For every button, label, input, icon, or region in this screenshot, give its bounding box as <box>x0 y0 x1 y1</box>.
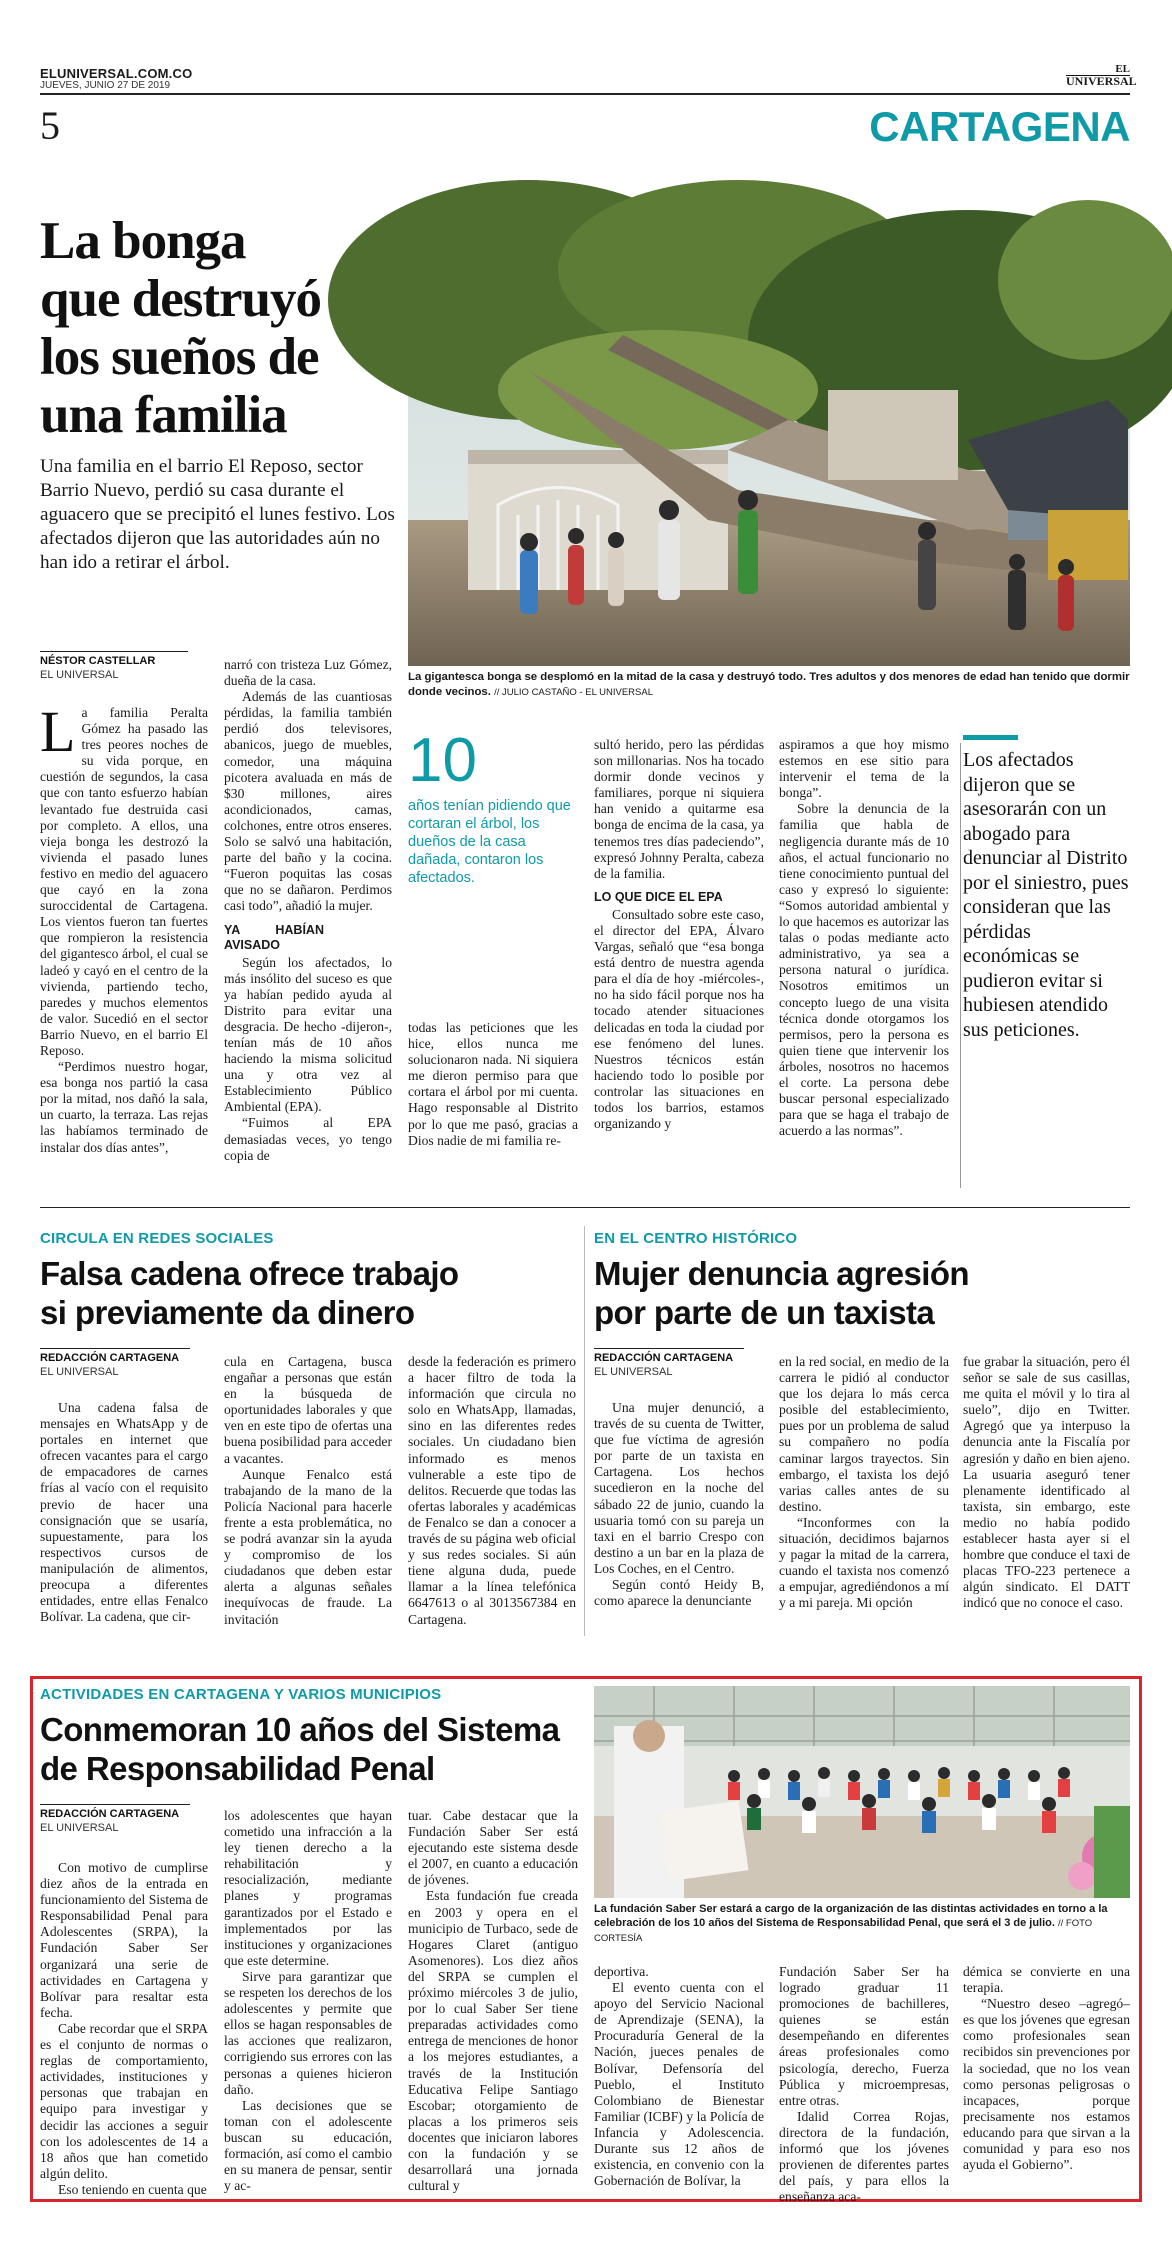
headline-line: por parte de un taxista <box>594 1294 935 1331</box>
story1-column-4 <box>594 737 764 1197</box>
headline-line: una familia <box>40 386 287 444</box>
headline-line: Falsa cadena ofrece trabajo <box>40 1255 459 1292</box>
caption-text: La fundación Saber Ser estará a cargo de la organización de las distintas actividades en torno a la celebración de los 10 años del Sistema de Responsabilidad Penal, que será el 3 de julio. <box>594 1903 1108 1929</box>
story4-column-4 <box>594 1964 764 2196</box>
paragraph: Fundación Saber Ser ha logrado graduar 11 promociones de bachilleres, quienes se están desempeñando en diferentes áreas profesionales como psicología, derecho, Fuerza Pública y microempresas, entre otras. <box>779 1964 949 2108</box>
paragraph: Sobre la denuncia de la familia que habla de negligencia durante más de 10 años, el actual funcionario no tiene conocimiento puntual del caso y expresó lo siguiente: “Somos autoridad ambiental y lo que hacemos es autorizar las talas o podas mediante acto administrativo, ya sea a persona natural o jurídica. Nosotros emitimos un concepto luego de una visita técnica donde otorgamos los permisos, pero la persona es quien tiene que intervenir los árboles, nosotros no hacemos el corte. La persona debe buscar personal especializado para que se haga el trabajo de acuerdo a las normas”. <box>779 801 949 1139</box>
story1-photo <box>408 220 1130 666</box>
headline-line: Conmemoran 10 años del Sistema <box>40 1711 560 1748</box>
headline-line: que destruyó <box>40 270 322 328</box>
masthead-rule <box>40 93 1130 95</box>
story4-column-6 <box>963 1964 1130 2196</box>
story1-headline <box>40 212 321 444</box>
paragraph: El evento cuenta con el apoyo del Servicio Nacional de Aprendizaje (SENA), la Procuraduría General de la Nación, jueces penales de Bolívar, Defensoría del Pueblo, el Instituto Colombiano de Bienestar Familiar (ICBF) y la Policía de Infancia y Adolescencia. Durante sus 12 años de existencia, en convenio con la Gobernación de Bolívar, la <box>594 1980 764 2189</box>
headline-line: los sueños de <box>40 328 319 386</box>
story2-column-3 <box>408 1354 576 1636</box>
paragraph: Consultado sobre este caso, el director del EPA, Álvaro Vargas, señaló que “esa bonga está dentro de nuestra agenda para el día de hoy -miércoles-, no ha sido fácil porque nos ha tocado atender situaciones delicadas en toda la ciudad por ese fenómeno del lunes. Nuestros técnicos están haciendo todo lo posible por controlar las situaciones en todos los barrios, estamos organizando y <box>594 906 764 1132</box>
story2-byline-org: EL UNIVERSAL <box>40 1366 119 1378</box>
story1-column-5 <box>779 737 949 1197</box>
paragraph: tuar. Cabe destacar que la Fundación Saber Ser está ejecutando este sistema desde el 2007, en cuanto a educación de jóvenes. <box>408 1808 578 1888</box>
story2-column-2 <box>224 1354 392 1636</box>
story3-kicker: EN EL CENTRO HISTÓRICO <box>594 1230 798 1247</box>
story4-photo-caption <box>594 1902 1130 1946</box>
story4-headline <box>40 1710 559 1788</box>
story4-byline-name: REDACCIÓN CARTAGENA <box>40 1808 180 1820</box>
paragraph: sultó herido, pero las pérdidas son millonarias. Nos ha tocado dormir donde vecinos y familiares, porque ni siquiera han venido a quitarme esa bonga de encima de la casa, ya tenemos tres días padeciendo”, expresó Johnny Peralta, cabeza de la familia. <box>594 737 764 881</box>
story2-kicker: CIRCULA EN REDES SOCIALES <box>40 1230 274 1247</box>
paragraph: Idalid Correa Rojas, directora de la fundación, informó que los jóvenes provienen de diferentes partes del país, y para ellos la enseñanza aca- <box>779 2108 949 2205</box>
story4-column-2 <box>224 1808 392 2196</box>
paragraph: fue grabar la situación, pero él señor se sale de sus casillas, me quita el móvil y lo tira al suelo”, dijo en Twitter. Agregó que ya interpuso la denuncia ante la Fiscalía por agresión y daño en bien ajeno. La usuaria aseguró tener plenamente identificado al taxista, sin embargo, este medio no había podido establecer hasta ayer si el hombre que conduce el taxi de placas TFO-223 pertenece a algún sindicato. El DATT indicó que no conoce el caso. <box>963 1354 1130 1611</box>
paragraph: “Nuestro deseo –agregó– es que los jóvenes que egresan como profesionales sean recibidos sin prevenciones por la sociedad, que no los vean como personas peligrosas o incapaces, porque precisamente nos estamos educando para que sirvan a la comunidad y para eso nos ayuda el Gobierno”. <box>963 1996 1130 2173</box>
headline-line: La bonga <box>40 212 246 270</box>
paragraph: “Perdimos nuestro hogar, esa bonga nos partió la casa por la mitad, nos dañó la sala, un cuarto, la terraza. Las rejas las habíamos terminado de instalar dos días antes”, <box>40 1059 208 1155</box>
headline-line: de Responsabilidad Penal <box>40 1750 435 1787</box>
story2-byline-name: REDACCIÓN CARTAGENA <box>40 1352 180 1364</box>
paragraph: démica se convierte en una terapia. <box>963 1964 1130 1996</box>
story4-kicker: ACTIVIDADES EN CARTAGENA Y VARIOS MUNICIPIOS <box>40 1686 442 1703</box>
paragraph: Esta fundación fue creada en 2003 y opera en el municipio de Turbaco, sede de Hogares Claret (antiguo Asomenores). Los diez años del SRPA se cumplen el próximo miércoles 3 de julio, por lo cual Saber Ser tiene preparadas actividades como entrega de menciones de honor a los mejores estudiantes, a través de la Institución Educativa Felipe Santiago Escobar; otorgamiento de placas a los primeros seis docentes que iniciaron labores con la fundación y se desarrollará una jornada cultural y <box>408 1888 578 2194</box>
byline-rule <box>40 651 188 652</box>
section-title: CARTAGENA <box>869 103 1130 150</box>
story1-byline-name: NÉSTOR CASTELLAR <box>40 655 156 667</box>
photo-credit: // FOTO CORTESÍA <box>594 1918 1093 1944</box>
story3-column-2 <box>779 1354 949 1636</box>
pull-quote-number: 10 <box>408 726 477 795</box>
paragraph: narró con tristeza Luz Gómez, dueña de la casa. <box>224 657 392 689</box>
paragraph: Según contó Heidy B, como aparece la denunciante <box>594 1577 764 1609</box>
story1-photo-caption <box>408 670 1130 700</box>
paragraph: aspiramos a que hoy mismo estemos en ese sitio para intervenir el tema de la bonga”. <box>779 737 949 801</box>
paragraph: Según los afectados, lo más insólito del suceso es que ya habían pedido ayuda al Distrito para evitar una desgracia. De hecho -dijeron-, tenían más de 10 años haciendo la misma solicitud una y otra vez al Establecimiento Público Ambiental (EPA). <box>224 954 392 1115</box>
pull-quote-text: años tenían pidiendo que cortaran el árbol, los dueños de la casa dañada, contaron los afectados. <box>408 798 571 886</box>
section-divider <box>40 1207 1130 1208</box>
story1-deck: Una familia en el barrio El Reposo, sector Barrio Nuevo, perdió su casa durante el aguacero que se precipitó el lunes festivo. Los afectados dijeron que las autoridades aún no han ido a retirar el árbol. <box>40 456 395 573</box>
headline-line: si previamente da dinero <box>40 1294 415 1331</box>
paragraph: desde la federación es primero a hacer filtro de toda la información que circula no solo en WhatsApp, llamadas, sino en las diferentes redes sociales. Un ciudadano bien informado es menos vulnerable a este tipo de delitos. Recuerde que todas las ofertas laborales y académicas de Fenalco se dan a conocer a través de su página web oficial y sus redes sociales. Si aún tiene alguna duda, puede llamar a la línea telefónica 6647613 o al 3013567384 en Cartagena. <box>408 1354 576 1627</box>
site-name[interactable]: ELUNIVERSAL.COM.CO <box>40 66 193 81</box>
logo <box>1066 63 1137 88</box>
paragraph: los adolescentes que hayan cometido una infracción a la ley tienen derecho a la rehabilitación y resocialización, mediante planes y programas garantizados por el Estado e implementados por las instituciones y organizaciones que este determine. <box>224 1808 392 1968</box>
paragraph: deportiva. <box>594 1964 649 1979</box>
paragraph: en la red social, en medio de la carrera le pidió al conductor que los dejara lo más cerca posible del establecimiento, pues por un problema de salud su compañero no podía caminar largos trayectos. Sin embargo, el taxista los dejó varias calles antes de su destino. <box>779 1354 949 1514</box>
headline-line: Mujer denuncia agresión <box>594 1255 969 1292</box>
paragraph: Además de las cuantiosas pérdidas, la familia también perdió dos televisores, abanicos, juego de muebles, comedor, una máquina picotera avaluada en más de $30 millones, aires acondicionados, camas, colchones, entre otros enseres. Solo se salvó una habitación, parte del baño y la cocina. “Fueron poquitas las cosas que no se dañaron. Perdimos casi todo”, añadió la mujer. <box>224 689 392 914</box>
sidebar-quote-rule <box>960 743 961 1188</box>
story1-column-1 <box>40 699 208 1195</box>
issue-date: JUEVES, JUNIO 27 DE 2019 <box>40 80 171 91</box>
paragraph: Las decisiones que se toman con el adolescente buscan su educación, formación, así como el cambio en su manera de pensar, sentir y ac- <box>224 2097 392 2194</box>
paragraph: todas las peticiones que les hice, ellos nunca me solucionaron nada. Ni siquiera me dieron permiso para que cortara el árbol por mi cuenta. Hago responsable al Distrito por lo que me pasó, gracias a Dios nadie de mi familia re- <box>408 1020 578 1148</box>
paragraph: Eso teniendo en cuenta que <box>58 2181 207 2197</box>
paragraph: Una cadena falsa de mensajes en WhatsApp y de portales en internet que ofrecen vacantes para el cargo de empacadores de carnes frías al vacío con el requisito previo de hacer una consignación que se usaría, supuestamente, para los respectivos cursos de manipulación de alimentos, preocupa a diferentes entidades, entre ellas Fenalco Bolívar. La cadena, que cir- <box>40 1400 208 1625</box>
story3-column-3 <box>963 1354 1130 1636</box>
paragraph: “Fuimos al EPA demasiadas veces, yo tengo copia de <box>224 1115 392 1163</box>
photo-credit: // JULIO CASTAÑO - EL UNIVERSAL <box>494 687 653 698</box>
paragraph: Aunque Fenalco está trabajando de la mano de la Policía Nacional para hacerle frente a esta problemática, no se podrá avanzar sin la ayuda y compromiso de los ciudadanos que deben estar alerta a algunas señales inequívocas de fraude. La invitación <box>224 1466 392 1627</box>
column-divider <box>584 1226 585 1636</box>
story1-column-2 <box>224 657 392 1197</box>
byline-rule <box>40 1804 190 1805</box>
sidebar-quote-accent <box>963 735 1018 740</box>
story4-photo <box>594 1686 1130 1898</box>
sidebar-quote: Los afectados dijeron que se asesorarán con un abogado para denunciar al Distrito por el siniestro, pues consideran que las pérdidas económicas se pudieron evitar si hubiesen atendido sus peticiones. <box>963 749 1129 1041</box>
story3-byline-name: REDACCIÓN CARTAGENA <box>594 1352 734 1364</box>
dropcap: L <box>40 699 76 764</box>
story1-byline-org: EL UNIVERSAL <box>40 669 119 681</box>
subhead: YA HABÍAN AVISADO <box>224 922 324 952</box>
story4-column-3 <box>408 1808 578 2196</box>
story3-headline <box>594 1254 969 1332</box>
logo-bottom: UNIVERSAL <box>1066 74 1137 88</box>
story4-column-1 <box>40 1860 208 2196</box>
byline-rule <box>594 1348 744 1349</box>
paragraph: Una mujer denunció, a través de su cuenta de Twitter, que fue víctima de agresión por parte de un taxista en Cartagena. Los hechos sucedieron en la noche del sábado 22 de junio, cuando la usuaria tomó con su pareja un taxi en el barrio Crespo con destino a un bar en la plaza de Los Coches, en el Centro. <box>594 1400 764 1576</box>
paragraph: a familia Peralta Gómez ha pasado las tres peores noches de su vida porque, en cuestión de segundos, la casa que con tanto esfuerzo habían levantado fue destruida casi por completo. A ellos, una vieja bonga les destrozó la vivienda el pasado lunes festivo en medio del aguacero que cayó en la zona suroccidental de Cartagena. Los vientos fueron tan fuertes que rompieron la resistencia del gigantesco árbol, el cual se ladeó y cayó en el centro de la vivienda, partiendo techo, paredes y muchos elementos de valor. Sucedió en el sector Barrio Nuevo, en el barrio El Reposo. <box>40 705 208 1058</box>
story3-byline-org: EL UNIVERSAL <box>594 1366 673 1378</box>
story1-column-3 <box>408 1020 578 1200</box>
caption-text: La gigantesca bonga se desplomó en la mitad de la casa y destruyó todo. Tres adultos y dos menores de edad han tenido que dormir donde vecinos. <box>408 671 1130 698</box>
paragraph: Sirve para garantizar que se respeten los derechos de los adolescentes y permite que ellos se hagan responsables de las acciones que realizaron, corrigiendo sus errores con las personas a quienes hicieron daño. <box>224 1968 392 2097</box>
paragraph: cula en Cartagena, busca engañar a personas que están en la búsqueda de oportunidades laborales y que ven en este tipo de ofertas una buena posibilidad para acceder a vacantes. <box>224 1354 392 1466</box>
story3-column-1 <box>594 1400 764 1636</box>
paragraph: “Inconformes con la situación, decidimos bajarnos y pagar la mitad de la carrera, cuando el taxista nos comenzó a empujar, agrediéndonos a mí y a mi pareja. Mi opción <box>779 1514 949 1611</box>
subhead: LO QUE DICE EL EPA <box>594 889 723 904</box>
story4-byline-org: EL UNIVERSAL <box>40 1822 119 1834</box>
story2-column-1 <box>40 1400 208 1636</box>
paragraph: Con motivo de cumplirse diez años de la entrada en funcionamiento del Sistema de Responsabilidad Penal para Adolescentes (SRPA), la Fundación Saber Ser organizará una serie de actividades en Cartagena y Bolívar para resaltar esta fecha. <box>40 1860 208 2020</box>
page-number: 5 <box>40 103 60 148</box>
logo-top: EL <box>1115 63 1130 75</box>
paragraph: Cabe recordar que el SRPA es el conjunto de normas o reglas de comportamiento, actividades, instituciones y personas que trabajan en equipo para investigar y decidir las acciones a seguir con los adolescentes de 14 a 18 años que han cometido algún delito. <box>40 2020 208 2181</box>
story2-headline <box>40 1254 459 1332</box>
byline-rule <box>40 1348 190 1349</box>
story4-column-5 <box>779 1964 949 2205</box>
